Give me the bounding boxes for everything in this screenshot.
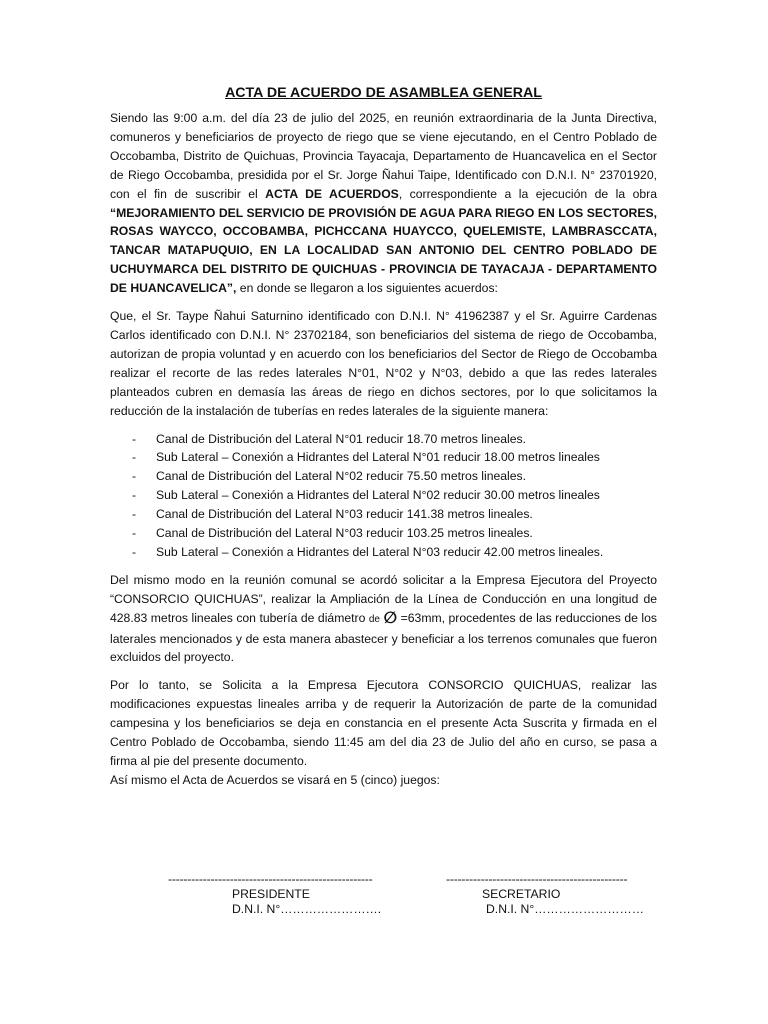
agreement-paragraph: Que, el Sr. Taype Ñahui Saturnino identificado con D.N.I. N° 41962387 y el Sr. Aguirre Cardenas Carlos identificado con D.N.I. N° 23702184, son beneficiarios del sistema de riego de Occobamba, autorizan de propia voluntad y en acuerdo con los beneficiarios del Sector de Riego de Occobamba realizar el recorte de las redes laterales N°01, N°02 y N°03, debido a que las redes laterales planteados cubren en demasía las áreas de riego en dichos sectores, por lo que solicitamos la reducción de la instalación de tuberías en redes laterales de la siguiente manera: — [110, 309, 657, 418]
signature-dni: D.N.I. N°……………………… — [486, 902, 644, 916]
signature-secretary — [446, 872, 644, 917]
signature-role: PRESIDENTE — [232, 887, 310, 901]
list-dash-marker: - — [132, 507, 137, 522]
list-item-text: Sub Lateral – Conexión a Hidrantes del Lateral N°02 reducir 30.00 metros lineales — [156, 488, 600, 503]
list-dash-marker: - — [132, 544, 137, 559]
list-item — [110, 524, 657, 543]
list-item-text: Canal de Distribución del Lateral N°03 reducir 103.25 metros lineales. — [156, 526, 533, 541]
agreement-list — [110, 430, 657, 562]
list-item-text: Canal de Distribución del Lateral N°01 reducir 18.70 metros lineales. — [156, 431, 527, 446]
list-dash-marker: - — [132, 488, 137, 503]
list-dash-marker: - — [132, 431, 137, 446]
extension-text-1: Del mismo modo en la reunión comunal se acordó solicitar a la Empresa Ejecutora del Proyecto “CONSORCIO QUICHUAS”, realizar la Ampliación de la Línea de Conducción en una longitud de 428.83 metros lineales con tubería de diámetro — [110, 572, 657, 625]
list-dash-marker: - — [132, 450, 137, 465]
list-item — [110, 430, 657, 449]
signature-role: SECRETARIO — [482, 887, 561, 901]
extension-paragraph — [110, 571, 657, 668]
document-title: ACTA DE ACUERDO DE ASAMBLEA GENERAL — [225, 85, 542, 101]
diameter-icon: ∅ — [383, 609, 398, 627]
list-dash-marker: - — [132, 526, 137, 541]
signature-line: ----------------------------------------------- — [446, 872, 628, 886]
intro-text-2: , correspondiente a la ejecución de la obra — [398, 186, 657, 201]
signature-president — [168, 872, 381, 917]
list-item — [110, 543, 657, 562]
extension-text-2: =63mm, procedentes de las reducciones de los laterales mencionados y de esta manera abastecer y beneficiar a los terrenos comunales que fueron excluidos del proyecto. — [110, 610, 658, 665]
copies-paragraph: Así mismo el Acta de Acuerdos se visará en 5 (cinco) juegos: — [110, 772, 440, 787]
list-item-text: Sub Lateral – Conexión a Hidrantes del Lateral N°03 reducir 42.00 metros lineales. — [156, 544, 604, 559]
list-item — [110, 486, 657, 505]
list-item — [110, 448, 657, 467]
intro-paragraph — [110, 109, 657, 298]
project-name: “MEJORAMIENTO DEL SERVICIO DE PROVISIÓN DE AGUA PARA RIEGO EN LOS SECTORES, ROSAS WAYCCO, OCCOBAMBA, PICHCCANA HUAYCCO, QUELEMISTE, LAMBRASCCATA, TANCAR MATAPUQUIO, EN LA LOCALIDAD SAN ANTONIO DEL CENTRO POBLADO DE UCHUYMARCA DEL DISTRITO DE QUICHUAS - PROVINCIA DE TAYACAJA - DEPARTAMENTO DE HUANCAVELICA”, — [110, 205, 657, 296]
signature-dni: D.N.I. N°……………………. — [232, 902, 382, 916]
intro-text-3: en donde se llegaron a los siguientes acuerdos: — [236, 281, 498, 296]
list-item — [110, 467, 657, 486]
list-item-text: Canal de Distribución del Lateral N°03 reducir 141.38 metros lineales. — [156, 507, 533, 522]
signature-line: ----------------------------------------------------- — [168, 872, 373, 886]
list-item-text: Sub Lateral – Conexión a Hidrantes del Lateral N°01 reducir 18.00 metros lineales — [156, 450, 600, 465]
diameter-prefix: de — [368, 613, 380, 625]
list-dash-marker: - — [132, 469, 137, 484]
list-item — [110, 505, 657, 524]
document-body — [110, 84, 657, 790]
list-item-text: Canal de Distribución del Lateral N°02 reducir 75.50 metros lineales. — [156, 469, 527, 484]
intro-bold-acta: ACTA DE ACUERDOS — [265, 186, 399, 201]
request-paragraph: Por lo tanto, se Solicita a la Empresa Ejecutora CONSORCIO QUICHUAS, realizar las modificaciones expuestas lineales arriba y de requerir la Autorización de parte de la comunidad campesina y los beneficiarios se deja en constancia en el presente Acta Suscrita y firmada en el Centro Poblado de Occobamba, siendo 11:45 am del dia 23 de Julio del año en curso, se pasa a firma al pie del presente documento. — [110, 678, 657, 768]
intro-text-1: Siendo las 9:00 a.m. del día 23 de julio del 2025, en reunión extraordinaria de la Junta Directiva, comuneros y beneficiarios de proyecto de riego que se viene ejecutando, en el Centro Poblado de Occobamba, Distrito de Quichuas, Provincia Tayacaja, Departamento de Huancavelica en el Sector de Riego Occobamba, presidida por el Sr. Jorge Ñahui Taipe, Identificado con D.N.I. N° 23701920, con el fin de suscribir el — [110, 111, 657, 201]
